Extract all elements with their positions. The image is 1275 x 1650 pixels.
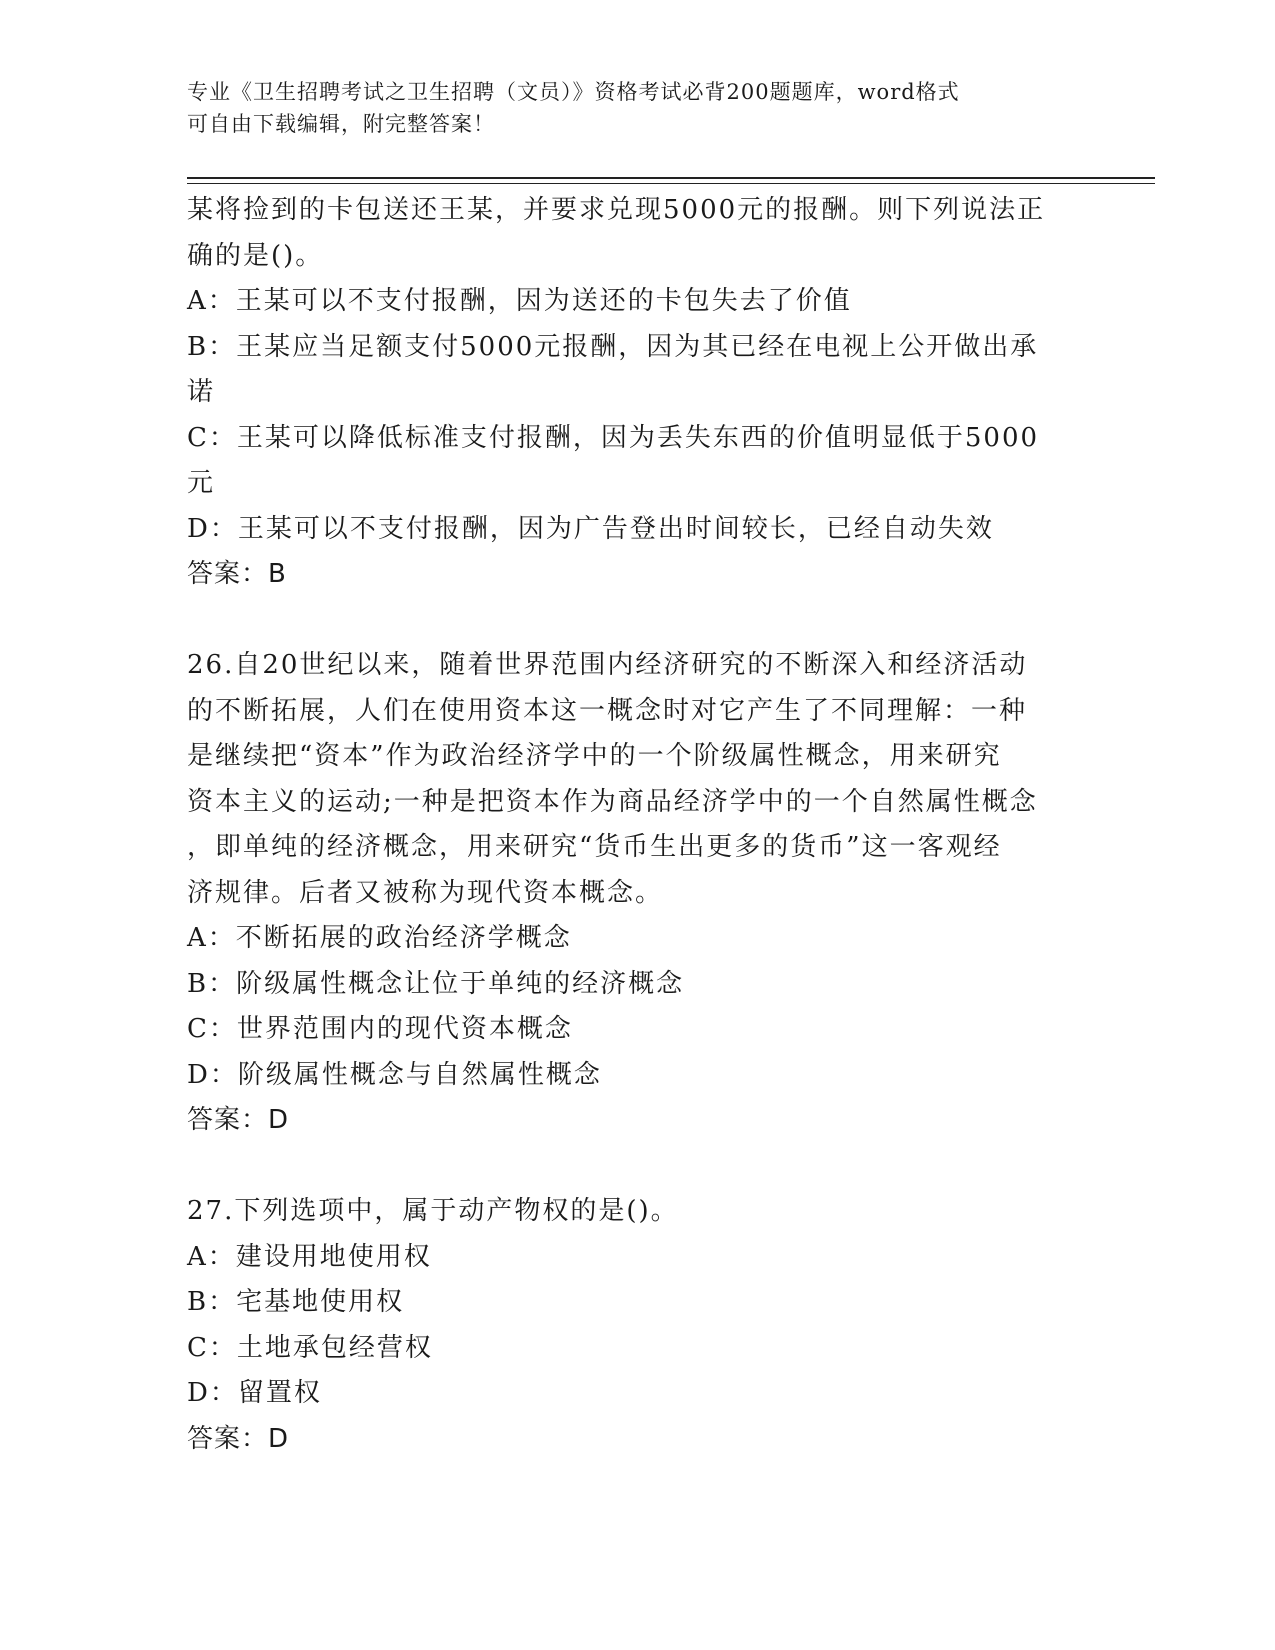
option-b: B：宅基地使用权 (187, 1287, 405, 1317)
header-divider-thick (187, 177, 1155, 179)
option-b: B：阶级属性概念让位于单纯的经济概念 (187, 968, 685, 999)
option-d: D：王某可以不支付报酬，因为广告登出时间较长，已经自动失效 (187, 513, 994, 544)
header-divider-thin (187, 183, 1155, 184)
question-stem-line: 27.下列选项中，属于动产物权的是()。 (187, 1196, 679, 1226)
option-c: C：世界范围内的现代资本概念 (187, 1014, 573, 1044)
header-title-line-1: 专业《卫生招聘考试之卫生招聘（文员）》资格考试必背200题题库，word格式 (187, 80, 960, 104)
option-c-continued: 元 (187, 468, 216, 498)
question-stem-line: 资本主义的运动;一种是把资本作为商品经济学中的一个自然属性概念 (187, 786, 1038, 817)
option-d: D：阶级属性概念与自然属性概念 (187, 1059, 602, 1090)
question-stem-line: 某将捡到的卡包送还王某，并要求兑现5000元的报酬。则下列说法正 (187, 195, 1046, 225)
question-content (187, 188, 1087, 1462)
header-title-line-2: 可自由下载编辑，附完整答案！ (187, 112, 495, 136)
spacer (187, 598, 1087, 644)
question-stem-line: 是继续把“资本”作为政治经济学中的一个阶级属性概念，用来研究 (187, 741, 1002, 771)
question-26 (187, 643, 1087, 1144)
spacer (187, 1144, 1087, 1190)
question-stem-line: 济规律。后者又被称为现代资本概念。 (187, 877, 664, 908)
option-a: A：建设用地使用权 (187, 1241, 432, 1272)
question-stem-line: 确的是()。 (187, 240, 324, 271)
option-a: A：王某可以不支付报酬，因为送还的卡包失去了价值 (187, 286, 852, 316)
answer-label: 答案：D (187, 1105, 290, 1135)
option-a: A：不断拓展的政治经济学概念 (187, 923, 572, 953)
question-stem-line: 的不断拓展，人们在使用资本这一概念时对它产生了不同理解：一种 (187, 695, 1028, 726)
option-c: C：王某可以降低标准支付报酬，因为丢失东西的价值明显低于5000 (187, 422, 1040, 453)
question-25 (187, 188, 1087, 598)
answer-label: 答案：D (187, 1423, 290, 1454)
document-header (187, 76, 1067, 140)
question-stem-line: 26.自20世纪以来，随着世界范围内经济研究的不断深入和经济活动 (187, 650, 1028, 680)
answer-label: 答案：B (187, 559, 287, 589)
option-d: D：留置权 (187, 1378, 322, 1408)
question-stem-line: ，即单纯的经济概念，用来研究“货币生出更多的货币”这一客观经 (187, 832, 1002, 862)
option-b: B：王某应当足额支付5000元报酬，因为其已经在电视上公开做出承 (187, 331, 1039, 362)
option-b-continued: 诺 (187, 377, 216, 407)
option-c: C：土地承包经营权 (187, 1332, 433, 1363)
question-27 (187, 1189, 1087, 1462)
